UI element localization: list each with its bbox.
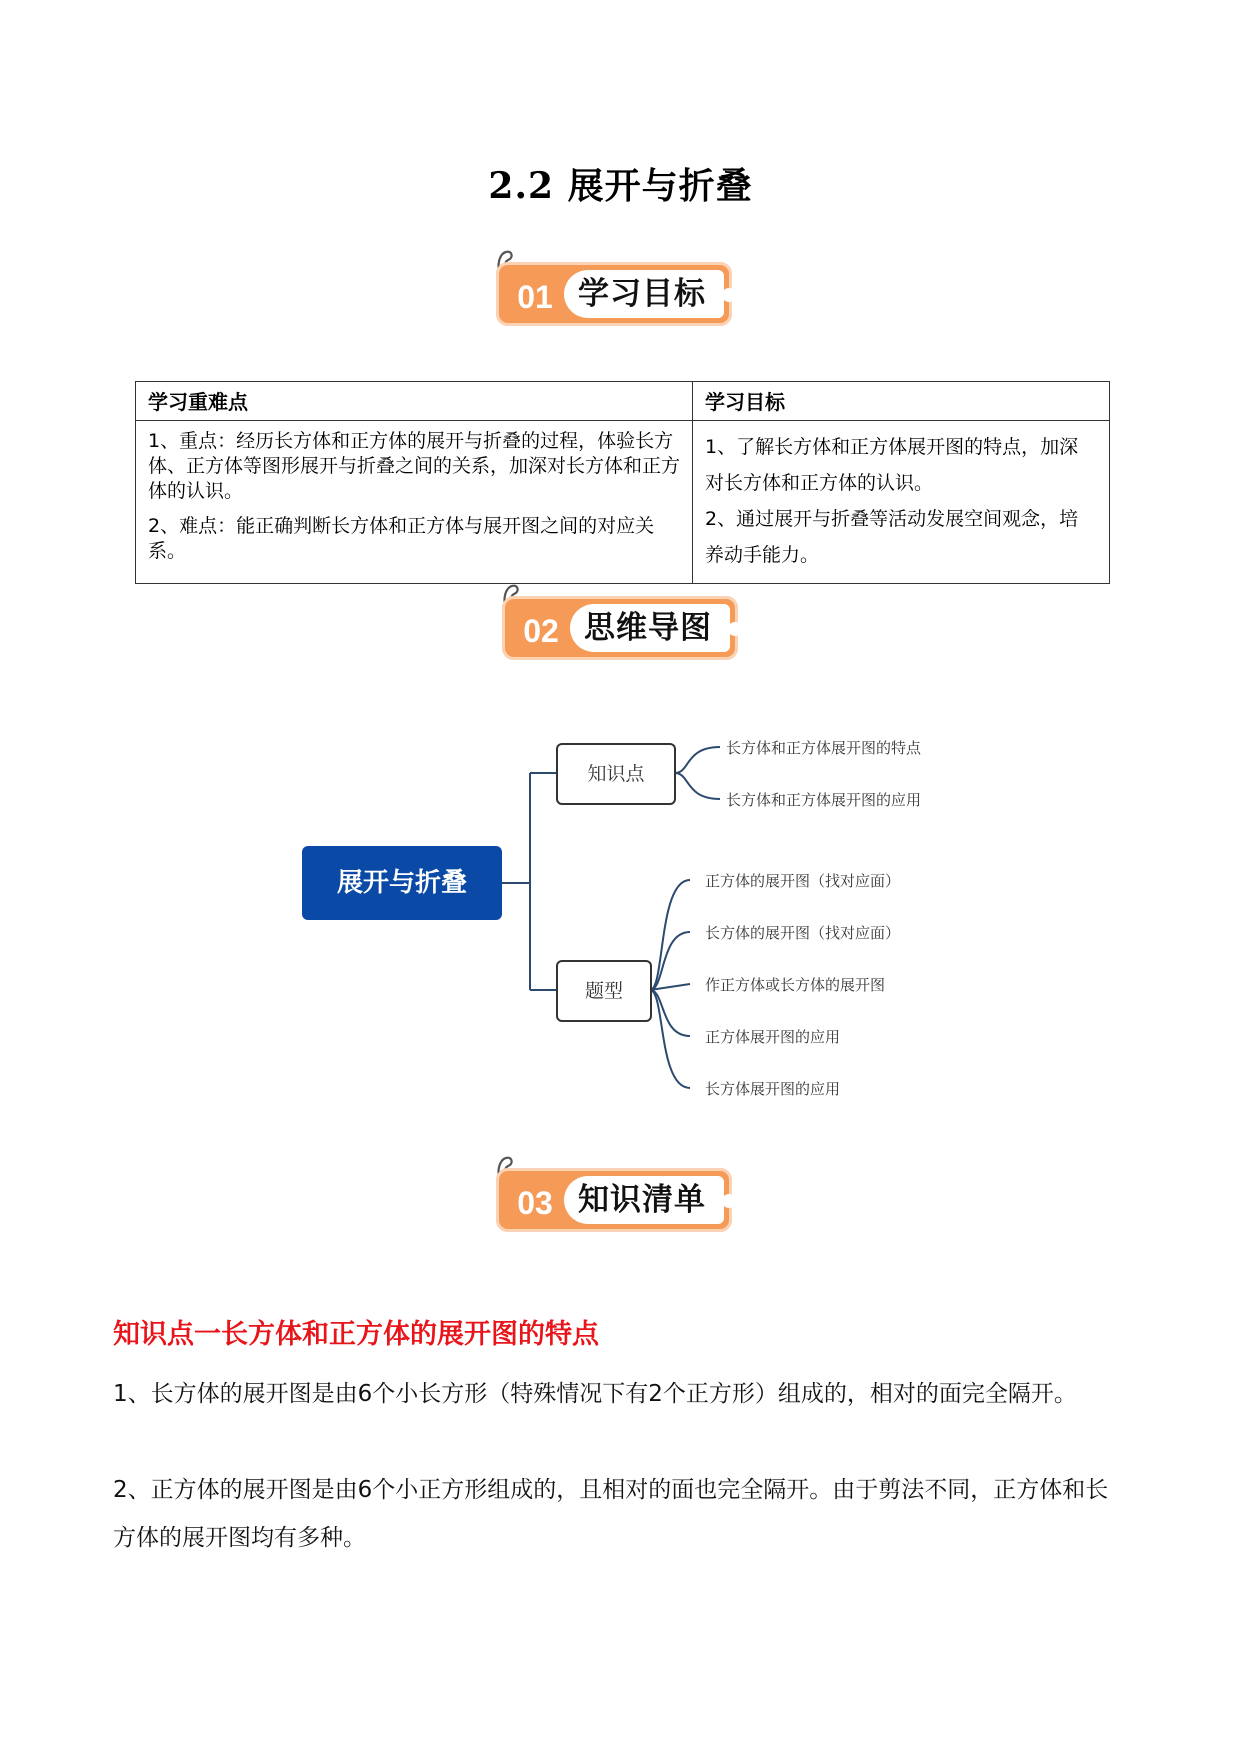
knowledge-paragraph-1: 1、长方体的展开图是由6个小长方形（特殊情况下有2个正方形）组成的，相对的面完全隔开。 (113, 1381, 1077, 1407)
table-header-goals: 学习目标 (693, 382, 1110, 421)
section-number: 03 (517, 1185, 553, 1221)
goal-text-1: 1、了解长方体和正方体展开图的特点，加深对长方体和正方体的认识。 (705, 436, 1079, 494)
difficulty-cell (136, 421, 693, 584)
section-number: 02 (523, 613, 559, 649)
table-header-difficulty: 学习重难点 (136, 382, 693, 421)
goals-table (135, 381, 1110, 584)
mind-map-leaf: 作正方体或长方体的展开图 (705, 976, 886, 994)
section-label: 思维导图 (584, 610, 712, 646)
goal-text-2: 2、通过展开与折叠等活动发展空间观念，培养动手能力。 (705, 508, 1079, 566)
mind-map-leaf: 正方体的展开图（找对应面） (705, 872, 901, 890)
knowledge-heading: 知识点一长方体和正方体的展开图的特点 (113, 1319, 599, 1350)
mind-map-leaf: 长方体和正方体展开图的特点 (726, 739, 922, 757)
mind-map-branch-types: 题型 (556, 960, 652, 1022)
mind-map-leaf: 长方体展开图的应用 (705, 1080, 841, 1098)
mind-map-root: 展开与折叠 (302, 846, 502, 920)
knowledge-paragraph-2: 2、正方体的展开图是由6个小正方形组成的，且相对的面也完全隔开。由于剪法不同，正方体和长方体的展开图均有多种。 (113, 1477, 1109, 1551)
goals-cell (693, 421, 1110, 584)
section-label: 知识清单 (578, 1182, 706, 1218)
section-badge-02 (500, 578, 750, 668)
mind-map-branch-knowledge: 知识点 (556, 743, 676, 805)
section-badge-01 (494, 244, 744, 334)
section-label: 学习目标 (578, 276, 706, 312)
mind-map-leaf: 长方体和正方体展开图的应用 (726, 791, 922, 809)
section-number: 01 (517, 279, 553, 315)
difficult-point-text: 2、难点：能正确判断长方体和正方体与展开图之间的对应关系。 (148, 515, 655, 562)
section-badge-03 (494, 1150, 744, 1240)
key-point-text: 1、重点：经历长方体和正方体的展开与折叠的过程，体验长方体、正方体等图形展开与折叠之间的关系，加深对长方体和正方体的认识。 (148, 430, 681, 502)
mind-map-leaf: 长方体的展开图（找对应面） (705, 924, 901, 942)
page-title: 2.2 展开与折叠 (488, 165, 753, 207)
mind-map-leaf: 正方体展开图的应用 (705, 1028, 841, 1046)
mind-map (280, 720, 980, 1120)
